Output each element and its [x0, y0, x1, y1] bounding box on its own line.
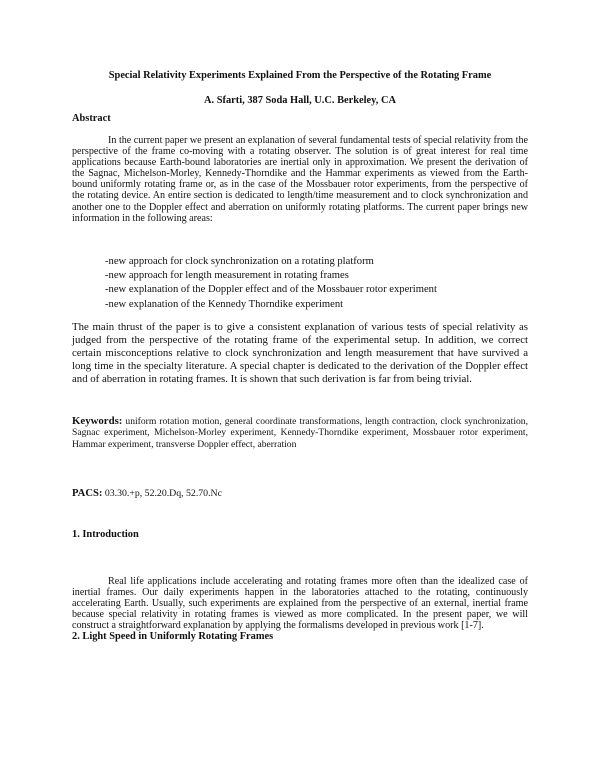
contribution-list — [105, 255, 525, 312]
thrust-paragraph: The main thrust of the paper is to give a consistent explanation of various tests of special relativity as judged from the perspective of the rotating frame of the experimental setup. In addition, we correct certain misconceptions relative to clock synchronization and length measurement that have survived a long time in the specialty literature. A special chapter is dedicated to the derivation of the Doppler effect and of aberration in rotating frames. It is shown that such derivation is far from being trivial. — [72, 321, 528, 385]
pacs-label: PACS: — [72, 488, 103, 499]
abstract-heading: Abstract — [72, 113, 111, 124]
list-item: -new approach for clock synchronization on a rotating platform — [105, 256, 374, 267]
keywords-label: Keywords: — [72, 415, 123, 427]
list-item: -new approach for length measurement in rotating frames — [105, 270, 349, 282]
list-item: -new explanation of the Kennedy Thorndike experiment — [105, 298, 344, 310]
list-item: -new explanation of the Doppler effect and of the Mossbauer rotor experiment — [105, 284, 437, 296]
author-line: A. Sfarti, 387 Soda Hall, U.C. Berkeley, CA — [204, 95, 396, 106]
pacs-block — [72, 488, 222, 499]
keywords-block — [72, 416, 528, 450]
section-heading-introduction: 1. Introduction — [72, 529, 139, 540]
paper-title: Special Relativity Experiments Explained From the Perspective of the Rotating Frame — [108, 70, 492, 81]
section-heading-light-speed: 2. Light Speed in Uniformly Rotating Frames — [72, 631, 274, 642]
keywords-text: uniform rotation motion, general coordinate transformations, length contraction, clock synchronization, Sagnac experiment, Michelson-Morley experiment, Kennedy-Thorndike experiment, Mossbauer rotor experiment, Hammar experiment, transverse Doppler effect, aberration — [72, 416, 528, 450]
pacs-codes: 03.30.+p, 52.20.Dq, 52.70.Nc — [104, 488, 222, 499]
abstract-paragraph: In the current paper we present an explanation of several fundamental tests of special relativity from the perspective of the frame co-moving with a rotating observer. The solution is of great interest for real time applications because Earth-bound laboratories are inertial only in approximation. We present the derivation of the Sagnac, Michelson-Morley, Kennedy-Thorndike and the Hammar experiments as viewed from the Earth-bound uniformly rotating frame or, as in the case of the Mossbauer rotor experiments, from the perspective of the rotating device. An entire section is dedicated to length/time measurement and to clock synchronization and another one to the Doppler effect and aberration on uniformly rotating platforms. The current paper brings new information in the following areas: — [72, 135, 528, 224]
introduction-paragraph: Real life applications include accelerating and rotating frames more often than the idealized case of inertial frames. Our daily experiments happen in the laboratories attached to the rotating, continuously accelerating Earth. Usually, such experiments are explained from the perspective of an external, inertial frame because special relativity in rotating frames is viewed as more complicated. In the present paper, we will construct a straightforward explanation by applying the formalisms developed in previous work [1-7]. — [72, 576, 528, 632]
